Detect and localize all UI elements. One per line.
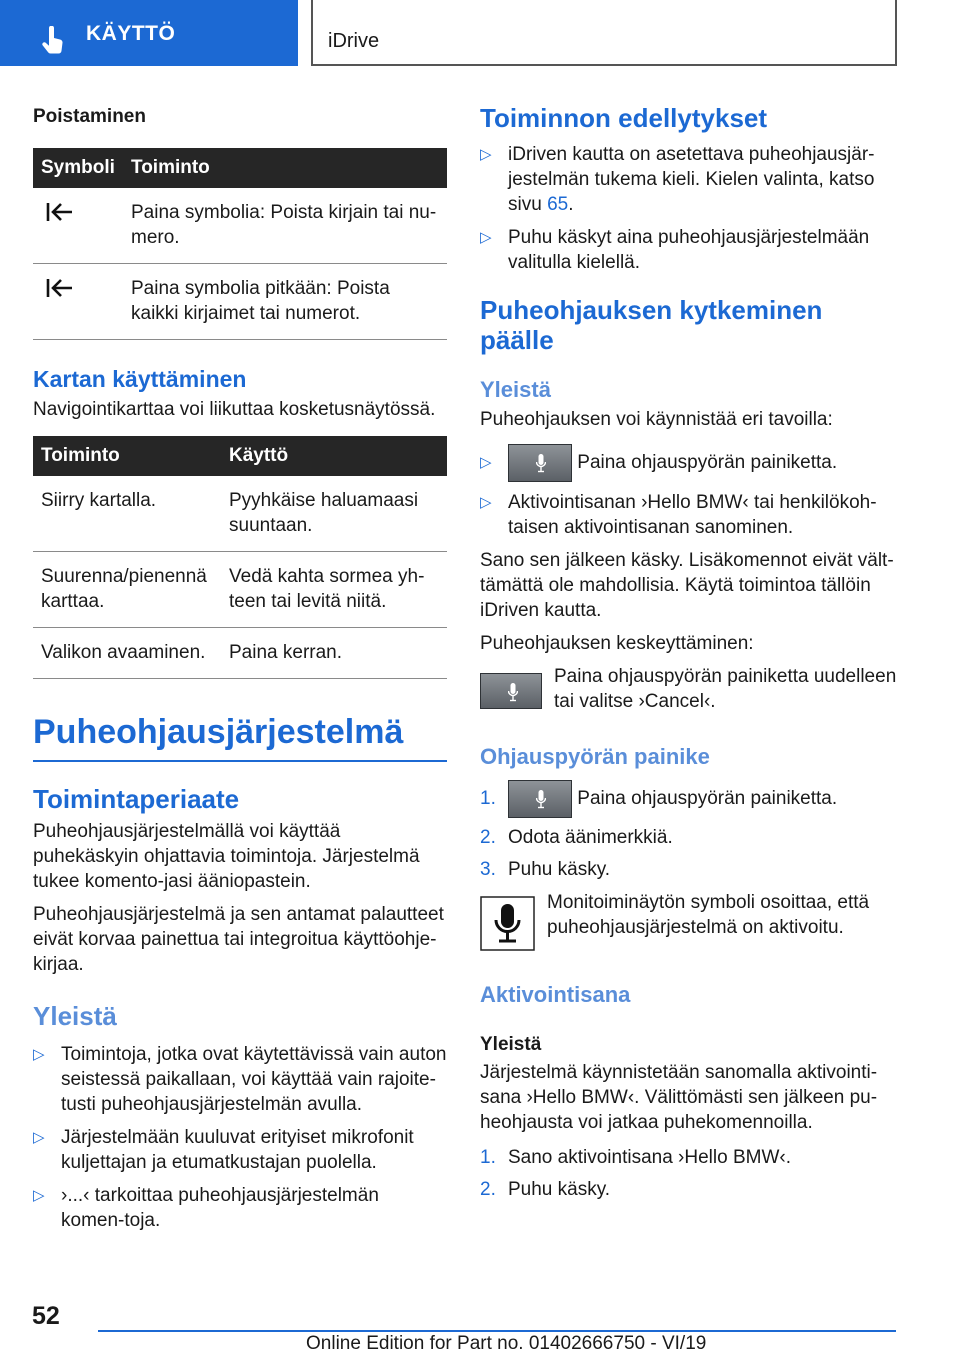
table-cell: Valikon avaaminen. xyxy=(33,628,221,679)
list-item: 1. Sano aktivointisana ›Hello BMW‹. xyxy=(480,1147,791,1169)
list-item: ▷ Järjestelmään kuuluvat erityiset mikrofonit kuljettajan ja etumatkustajan puolella. xyxy=(33,1127,414,1173)
list-item: 2. Puhu käsky. xyxy=(480,1179,611,1201)
bullet-triangle-icon: ▷ xyxy=(480,494,492,512)
table-cell: Pyyhkäise haluamaasi suuntaan. xyxy=(221,476,447,552)
list-item: ▷ Aktivointisanan ›Hello BMW‹ tai henkilökoh-taisen aktivointisanan sanominen. xyxy=(480,492,877,539)
microphone-status-icon xyxy=(480,896,535,951)
page-link[interactable]: 65 xyxy=(547,194,569,215)
table-header: Käyttö xyxy=(221,436,447,476)
general-intro: Puheohjauksen voi käynnistää eri tavoilla: xyxy=(480,409,833,430)
voice-button-icon xyxy=(508,444,572,482)
wake-heading: Aktivointisana xyxy=(480,982,631,1008)
principle-paragraph: Puheohjausjärjestelmä ja sen antamat palautteet eivät korvaa painettua tai integroitua käyttöohje-kirjaa. xyxy=(33,904,444,975)
table-cell: Paina symbolia pitkään: Poista kaikki kirjaimet tai numerot. xyxy=(123,264,447,340)
start-list xyxy=(480,444,896,540)
page-number: 52 xyxy=(32,1302,60,1330)
prereq-list xyxy=(480,142,896,275)
map-intro: Navigointikarttaa voi liikuttaa kosketusnäytössä. xyxy=(33,399,436,420)
wheel-heading: Ohjauspyörän painike xyxy=(480,744,710,770)
right-column xyxy=(480,103,896,1209)
table-header: Toiminto xyxy=(123,148,447,188)
general-heading: Yleistä xyxy=(33,1001,117,1031)
table-cell: Suurenna/pienennä karttaa. xyxy=(33,552,221,628)
list-item: 1. Paina ohjauspyörän painiketta. xyxy=(480,780,896,818)
general-list xyxy=(33,1042,447,1233)
prereq-heading: Toiminnon edellytykset xyxy=(480,103,768,133)
voice-button-icon xyxy=(480,673,542,709)
bullet-triangle-icon: ▷ xyxy=(33,1187,45,1204)
list-item: ▷ Toimintoja, jotka ovat käytettävissä vain auton seistessä paikallaan, voi käyttää vain rajoite-tusti puheohjausjärjestelmän avulla. xyxy=(33,1044,447,1115)
map-table xyxy=(33,436,447,679)
left-column xyxy=(33,106,447,1241)
footer-divider xyxy=(98,1330,896,1332)
table-cell: Paina symbolia: Poista kirjain tai nu-mero. xyxy=(123,188,447,264)
voice-button-icon xyxy=(508,780,572,818)
table-cell: Siirry kartalla. xyxy=(33,476,221,552)
table-cell: Vedä kahta sormea yh-teen tai levitä niitä. xyxy=(221,552,447,628)
wake-subheading: Yleistä xyxy=(480,1034,542,1056)
table-row xyxy=(33,188,447,264)
list-item: ▷ ›...‹ tarkoittaa puheohjausjärjestelmän komen-toja. xyxy=(33,1185,379,1231)
backspace-arrow-icon xyxy=(45,276,75,300)
bullet-triangle-icon: ▷ xyxy=(480,229,492,246)
table-row xyxy=(33,476,447,552)
cancel-text: Paina ohjauspyörän painiketta uudelleen tai valitse ›Cancel‹. xyxy=(554,666,897,713)
wheel-steps xyxy=(480,780,896,882)
section-tab[interactable] xyxy=(0,0,298,66)
map-heading: Kartan käyttäminen xyxy=(33,366,247,392)
list-item: ▷ Paina ohjauspyörän painiketta. xyxy=(480,444,896,482)
cancel-label: Puheohjauksen keskeyttäminen: xyxy=(480,633,754,655)
table-header: Symboli xyxy=(33,148,123,188)
cancel-block xyxy=(480,666,896,726)
chapter-header xyxy=(311,0,897,66)
table-row xyxy=(33,264,447,340)
mic-status-text: Monitoiminäytön symboli osoittaa, että puheohjausjärjestelmä on aktivoitu. xyxy=(547,892,870,939)
bullet-triangle-icon: ▷ xyxy=(480,146,492,163)
microphone-icon xyxy=(536,454,546,474)
main-heading: Puheohjausjärjestelmä xyxy=(33,713,447,762)
microphone-icon xyxy=(508,683,518,703)
table-cell: Paina kerran. xyxy=(221,628,447,679)
enable-heading: Puheohjauksen kytkeminen päälle xyxy=(480,295,823,355)
list-item: ▷ iDriven kautta on asetettava puheohjausjär-jestelmän tukema kieli. Kielen valinta, katso sivu 65. xyxy=(480,144,875,215)
section-label: KÄYTTÖ xyxy=(86,22,176,45)
wake-paragraph: Järjestelmä käynnistetään sanomalla aktivointi-sana ›Hello BMW‹. Välittömästi sen jälkeen pu-heohjausta voi jatkaa puhekomennoilla. xyxy=(480,1062,878,1134)
list-item: 2. Odota äänimerkkiä. xyxy=(480,827,673,849)
chapter-label: iDrive xyxy=(328,30,380,52)
touch-hand-icon xyxy=(40,26,66,54)
table-row xyxy=(33,552,447,628)
table-row xyxy=(33,628,447,679)
edition-text: Online Edition for Part no. 01402666750 - VI/19 xyxy=(306,1333,707,1354)
bullet-triangle-icon: ▷ xyxy=(480,454,492,471)
principle-paragraph: Puheohjausjärjestelmällä voi käyttää puhekäskyin ohjattavia toimintoja. Järjestelmä tukee komento-jasi ääniopastein. xyxy=(33,821,420,892)
delete-table xyxy=(33,148,447,340)
general-paragraph: Sano sen jälkeen käsky. Lisäkomennot eivät vält-tämättä ole mahdollisia. Käytä toimintoa tällöin iDriven kautta. xyxy=(480,550,894,622)
delete-heading: Poistaminen xyxy=(33,106,146,127)
backspace-arrow-icon xyxy=(45,200,75,224)
wake-steps xyxy=(480,1145,896,1202)
bullet-triangle-icon: ▷ xyxy=(33,1046,45,1063)
table-header: Toiminto xyxy=(33,436,221,476)
mic-status-block xyxy=(480,894,896,956)
bullet-triangle-icon: ▷ xyxy=(33,1129,45,1146)
list-item: ▷ Puhu käskyt aina puheohjausjärjestelmään valitulla kielellä. xyxy=(480,227,870,273)
principle-heading: Toimintaperiaate xyxy=(33,784,240,814)
microphone-icon xyxy=(536,790,546,810)
list-item: 3. Puhu käsky. xyxy=(480,859,611,881)
general-heading: Yleistä xyxy=(480,377,551,402)
